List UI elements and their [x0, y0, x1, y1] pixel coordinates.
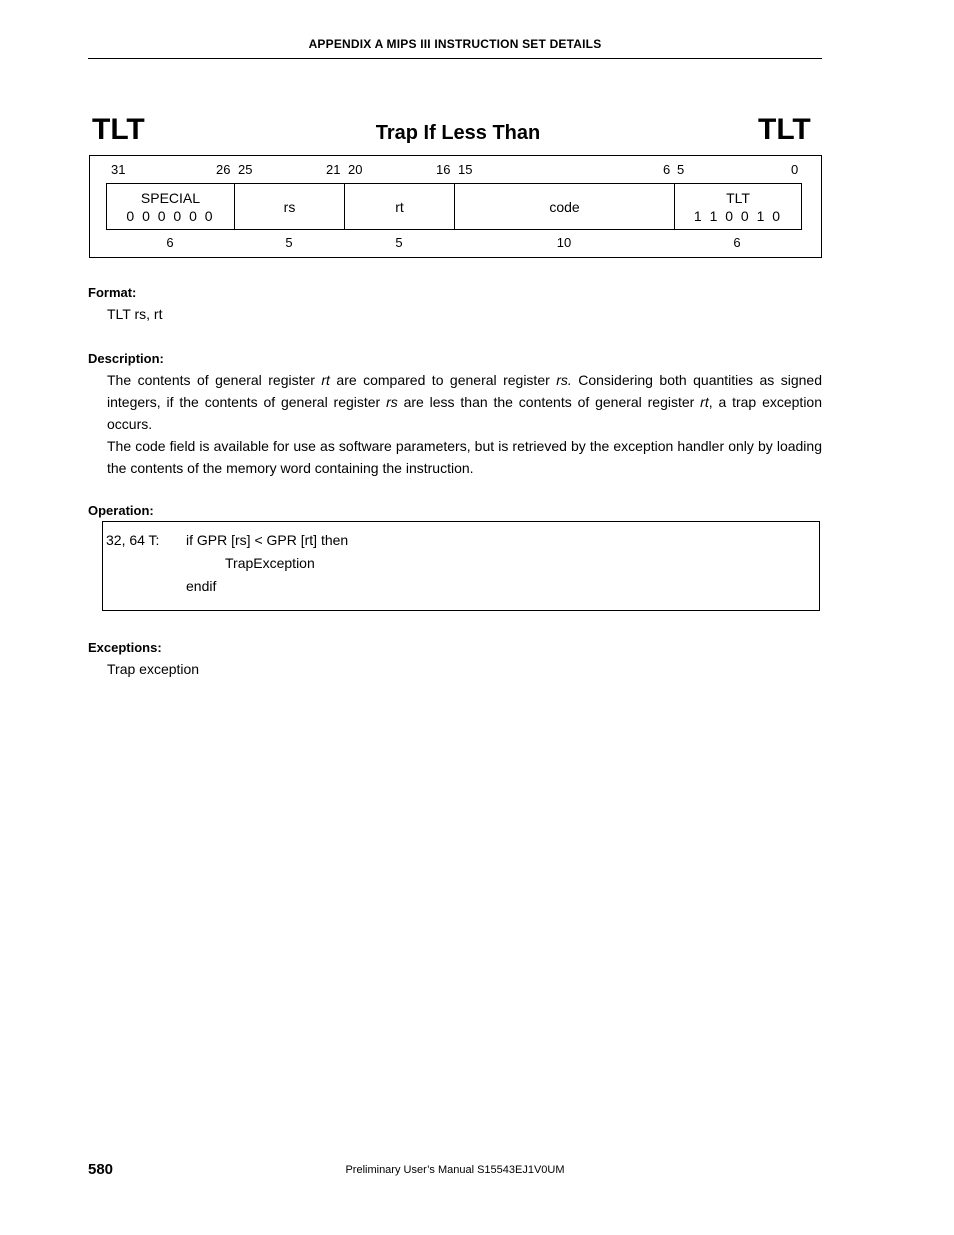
field-bits: 0 0 0 0 0 0 — [126, 207, 215, 224]
field-name: TLT — [726, 189, 750, 206]
exceptions-heading: Exceptions: — [88, 640, 162, 655]
mnemonic-left: TLT — [92, 113, 145, 146]
field-rs — [235, 184, 345, 229]
description-line: the contents of the memory word containing the instruction. — [107, 460, 474, 476]
field-function — [675, 184, 801, 229]
description-heading: Description: — [88, 351, 164, 366]
bit-number: 21 — [326, 162, 341, 177]
operation-heading: Operation: — [88, 503, 154, 518]
description-line: The contents of general register rt are compared to general register rs. Considering both quantities as signed — [107, 372, 822, 388]
page-number: 580 — [88, 1161, 114, 1178]
field-name: rs — [283, 198, 296, 215]
footer-manual: Preliminary User’s Manual S15543EJ1V0UM — [345, 1164, 565, 1176]
field-width: 6 — [166, 235, 174, 250]
mnemonic-right: TLT — [758, 113, 811, 146]
format-syntax: TLT rs, rt — [107, 306, 163, 322]
exceptions-text: Trap exception — [107, 661, 200, 677]
operation-line: endif — [186, 578, 217, 594]
bit-number: 20 — [348, 162, 363, 177]
field-width: 5 — [395, 235, 403, 250]
instruction-fields — [106, 183, 802, 230]
field-bits: 1 1 0 0 1 0 — [693, 207, 783, 224]
operation-label: 32, 64 T: — [106, 532, 160, 548]
bit-number: 15 — [458, 162, 473, 177]
field-name: rt — [395, 198, 404, 215]
operation-line: if GPR [rs] < GPR [rt] then — [186, 532, 349, 548]
instruction-title: Trap If Less Than — [375, 122, 541, 144]
bit-number: 31 — [111, 162, 126, 177]
bit-number: 0 — [791, 162, 799, 177]
description-line: occurs. — [107, 416, 153, 432]
description-line: integers, if the contents of general register rs are less than the contents of general register rt, a trap exception — [107, 394, 822, 410]
format-heading: Format: — [88, 285, 137, 300]
running-header: APPENDIX A MIPS III INSTRUCTION SET DETAILS — [308, 37, 602, 51]
description-line: The code field is available for use as software parameters, but is retrieved by the exception handler only by loading — [107, 438, 822, 454]
field-code — [455, 184, 675, 229]
field-width: 10 — [556, 235, 572, 250]
field-name: SPECIAL — [140, 189, 201, 206]
field-special — [107, 184, 235, 229]
bit-number: 16 — [436, 162, 451, 177]
operation-line: TrapException — [225, 555, 315, 571]
bit-number: 25 — [238, 162, 253, 177]
field-rt — [345, 184, 455, 229]
bit-number: 26 — [216, 162, 231, 177]
bit-number: 6 — [663, 162, 671, 177]
field-width: 6 — [733, 235, 741, 250]
field-name: code — [549, 198, 580, 215]
description-body — [107, 369, 822, 479]
bit-number: 5 — [677, 162, 685, 177]
field-width: 5 — [285, 235, 293, 250]
header-rule — [88, 58, 822, 59]
